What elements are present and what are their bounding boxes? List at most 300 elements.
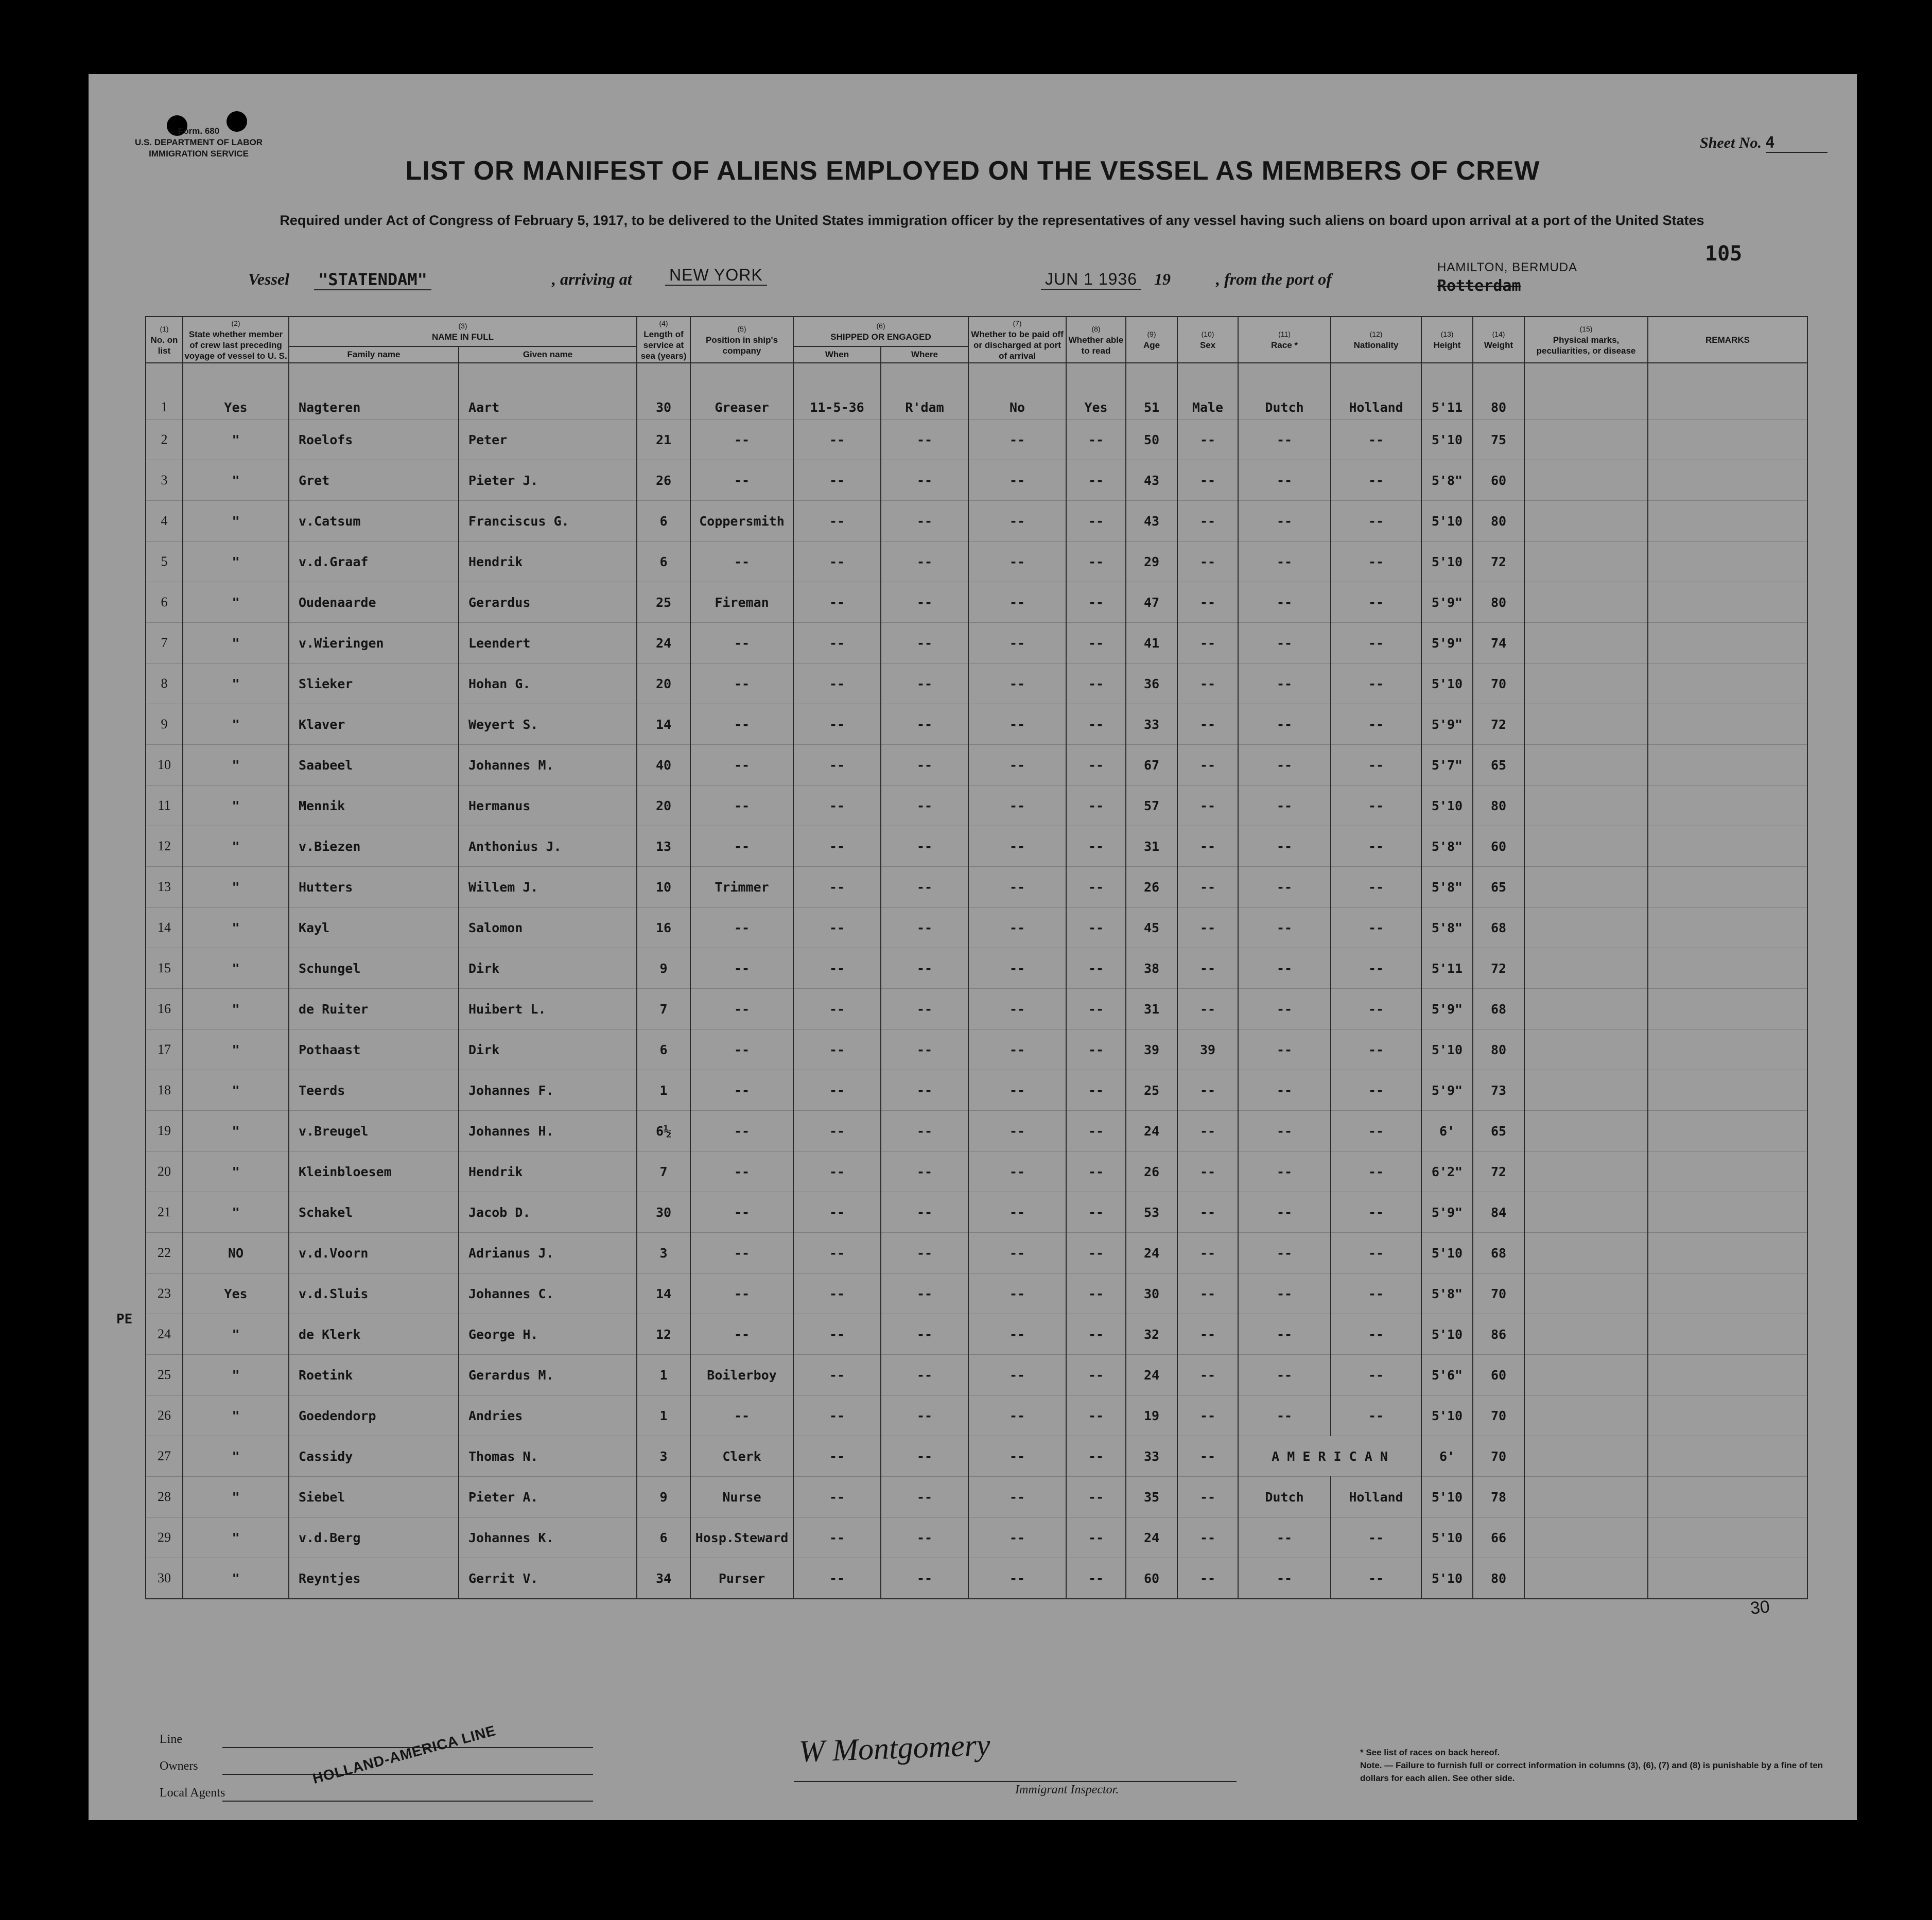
table-row bbox=[146, 1436, 1807, 1477]
cell-weight: 80 bbox=[1473, 786, 1524, 826]
col-family-header: Family name bbox=[289, 346, 459, 363]
cell-service: 7 bbox=[637, 989, 690, 1029]
cell-given: Hohan G. bbox=[459, 664, 637, 704]
cell-weight: 80 bbox=[1473, 1558, 1524, 1599]
cell-when: -- bbox=[793, 1151, 881, 1192]
cell-given: Hermanus bbox=[459, 786, 637, 826]
cell-given: Franciscus G. bbox=[459, 501, 637, 542]
cell-age: 32 bbox=[1126, 1314, 1177, 1355]
cell-position: Greaser bbox=[690, 363, 793, 420]
cell-weight: 68 bbox=[1473, 907, 1524, 948]
cell-sex: -- bbox=[1177, 542, 1238, 582]
cell-no: 6 bbox=[146, 582, 183, 623]
cell-position: -- bbox=[690, 1314, 793, 1355]
cell-crew: " bbox=[183, 826, 289, 867]
cell-given: Jacob D. bbox=[459, 1192, 637, 1233]
cell-nationality: -- bbox=[1331, 786, 1421, 826]
cell-sex: -- bbox=[1177, 704, 1238, 745]
cell-crew: " bbox=[183, 907, 289, 948]
cell-given: Andries bbox=[459, 1395, 637, 1436]
cell-given: George H. bbox=[459, 1314, 637, 1355]
table-row bbox=[146, 1233, 1807, 1273]
cell-where: -- bbox=[881, 1355, 968, 1395]
cell-age: 57 bbox=[1126, 786, 1177, 826]
cell-crew: " bbox=[183, 582, 289, 623]
cell-where: -- bbox=[881, 826, 968, 867]
col-given-header: Given name bbox=[459, 346, 637, 363]
cell-crew: " bbox=[183, 420, 289, 460]
cell-marks bbox=[1524, 1517, 1648, 1558]
margin-note: PE bbox=[116, 1312, 133, 1327]
cell-where: -- bbox=[881, 948, 968, 989]
cell-where: -- bbox=[881, 542, 968, 582]
cell-race: A M E R I C A N bbox=[1238, 1436, 1421, 1477]
cell-height: 5'10 bbox=[1421, 786, 1473, 826]
cell-position: -- bbox=[690, 1233, 793, 1273]
col-service-header: (4) Length of service at sea (years) bbox=[637, 317, 690, 363]
cell-race: -- bbox=[1238, 420, 1331, 460]
cell-when: -- bbox=[793, 1395, 881, 1436]
cell-read: -- bbox=[1066, 1314, 1126, 1355]
cell-sex: -- bbox=[1177, 1314, 1238, 1355]
cell-crew: " bbox=[183, 1395, 289, 1436]
cell-crew: " bbox=[183, 1192, 289, 1233]
cell-where: -- bbox=[881, 907, 968, 948]
cell-where: -- bbox=[881, 501, 968, 542]
cell-remarks bbox=[1648, 1192, 1807, 1233]
cell-position: Trimmer bbox=[690, 867, 793, 907]
cell-service: 9 bbox=[637, 948, 690, 989]
table-row bbox=[146, 745, 1807, 786]
arriving-port: NEW YORK bbox=[665, 266, 767, 286]
cell-age: 43 bbox=[1126, 501, 1177, 542]
cell-height: 6' bbox=[1421, 1436, 1473, 1477]
cell-weight: 80 bbox=[1473, 1029, 1524, 1070]
cell-position: -- bbox=[690, 664, 793, 704]
cell-weight: 86 bbox=[1473, 1314, 1524, 1355]
cell-when: -- bbox=[793, 704, 881, 745]
crew-rows bbox=[146, 363, 1807, 1599]
cell-no: 16 bbox=[146, 989, 183, 1029]
sheet-number bbox=[1700, 134, 1827, 153]
cell-marks bbox=[1524, 623, 1648, 664]
cell-when: -- bbox=[793, 1517, 881, 1558]
cell-service: 9 bbox=[637, 1477, 690, 1517]
cell-family: v.Catsum bbox=[289, 501, 459, 542]
cell-given: Weyert S. bbox=[459, 704, 637, 745]
cell-where: -- bbox=[881, 420, 968, 460]
cell-race: -- bbox=[1238, 704, 1331, 745]
cell-position: -- bbox=[690, 1192, 793, 1233]
col-name-header: (3) NAME IN FULL bbox=[289, 317, 637, 346]
cell-no: 29 bbox=[146, 1517, 183, 1558]
cell-height: 5'6" bbox=[1421, 1355, 1473, 1395]
cell-weight: 60 bbox=[1473, 826, 1524, 867]
cell-age: 24 bbox=[1126, 1355, 1177, 1395]
cell-race: -- bbox=[1238, 542, 1331, 582]
cell-remarks bbox=[1648, 1273, 1807, 1314]
cell-when: -- bbox=[793, 786, 881, 826]
cell-service: 6 bbox=[637, 1029, 690, 1070]
cell-nationality: Holland bbox=[1331, 1477, 1421, 1517]
cell-age: 51 bbox=[1126, 363, 1177, 420]
cell-sex: -- bbox=[1177, 582, 1238, 623]
cell-marks bbox=[1524, 989, 1648, 1029]
cell-crew: " bbox=[183, 1111, 289, 1151]
cell-where: -- bbox=[881, 1273, 968, 1314]
cell-remarks bbox=[1648, 664, 1807, 704]
cell-position: Hosp.Steward bbox=[690, 1517, 793, 1558]
cell-family: Slieker bbox=[289, 664, 459, 704]
cell-no: 19 bbox=[146, 1111, 183, 1151]
cell-paid: -- bbox=[968, 1477, 1066, 1517]
col-sex-header: (10) Sex bbox=[1177, 317, 1238, 363]
cell-age: 24 bbox=[1126, 1233, 1177, 1273]
cell-given: Johannes M. bbox=[459, 745, 637, 786]
cell-no: 21 bbox=[146, 1192, 183, 1233]
cell-when: -- bbox=[793, 867, 881, 907]
cell-sex: -- bbox=[1177, 623, 1238, 664]
cell-read: -- bbox=[1066, 1192, 1126, 1233]
col-no-header: (1) No. on list bbox=[146, 317, 183, 363]
cell-read: -- bbox=[1066, 1029, 1126, 1070]
cell-marks bbox=[1524, 826, 1648, 867]
cell-height: 6'2" bbox=[1421, 1151, 1473, 1192]
cell-where: -- bbox=[881, 1070, 968, 1111]
cell-height: 6' bbox=[1421, 1111, 1473, 1151]
col-where-header: Where bbox=[881, 346, 968, 363]
cell-service: 6½ bbox=[637, 1111, 690, 1151]
cell-weight: 72 bbox=[1473, 1151, 1524, 1192]
vessel-label: Vessel bbox=[248, 270, 289, 288]
cell-nationality: -- bbox=[1331, 1273, 1421, 1314]
cell-marks bbox=[1524, 1558, 1648, 1599]
cell-service: 16 bbox=[637, 907, 690, 948]
cell-sex: -- bbox=[1177, 1151, 1238, 1192]
cell-race: -- bbox=[1238, 1355, 1331, 1395]
cell-where: -- bbox=[881, 989, 968, 1029]
cell-sex: -- bbox=[1177, 907, 1238, 948]
cell-marks bbox=[1524, 1151, 1648, 1192]
table-row bbox=[146, 1355, 1807, 1395]
cell-height: 5'11 bbox=[1421, 363, 1473, 420]
cell-weight: 70 bbox=[1473, 1273, 1524, 1314]
cell-remarks bbox=[1648, 907, 1807, 948]
cell-given: Johannes C. bbox=[459, 1273, 637, 1314]
cell-race: -- bbox=[1238, 1314, 1331, 1355]
cell-no: 20 bbox=[146, 1151, 183, 1192]
cell-marks bbox=[1524, 1477, 1648, 1517]
cell-when: -- bbox=[793, 664, 881, 704]
cell-service: 6 bbox=[637, 501, 690, 542]
cell-nationality: -- bbox=[1331, 1314, 1421, 1355]
cell-family: Kleinbloesem bbox=[289, 1151, 459, 1192]
cell-no: 15 bbox=[146, 948, 183, 989]
cell-given: Huibert L. bbox=[459, 989, 637, 1029]
cell-position: -- bbox=[690, 1029, 793, 1070]
cell-race: -- bbox=[1238, 1111, 1331, 1151]
cell-marks bbox=[1524, 1436, 1648, 1477]
cell-paid: -- bbox=[968, 745, 1066, 786]
cell-weight: 78 bbox=[1473, 1477, 1524, 1517]
cell-no: 17 bbox=[146, 1029, 183, 1070]
table-row bbox=[146, 786, 1807, 826]
cell-when: -- bbox=[793, 745, 881, 786]
cell-no: 23 bbox=[146, 1273, 183, 1314]
cell-no: 8 bbox=[146, 664, 183, 704]
cell-marks bbox=[1524, 501, 1648, 542]
cell-when: -- bbox=[793, 1273, 881, 1314]
cell-when: -- bbox=[793, 460, 881, 501]
cell-family: Roetink bbox=[289, 1355, 459, 1395]
cell-sex: -- bbox=[1177, 1273, 1238, 1314]
cell-position: -- bbox=[690, 826, 793, 867]
cell-given: Gerrit V. bbox=[459, 1558, 637, 1599]
cell-sex: 39 bbox=[1177, 1029, 1238, 1070]
cell-where: -- bbox=[881, 664, 968, 704]
cell-where: -- bbox=[881, 623, 968, 664]
cell-nationality: -- bbox=[1331, 989, 1421, 1029]
cell-crew: NO bbox=[183, 1233, 289, 1273]
cell-marks bbox=[1524, 1233, 1648, 1273]
cell-crew: " bbox=[183, 1477, 289, 1517]
cell-position: -- bbox=[690, 1395, 793, 1436]
cell-height: 5'9" bbox=[1421, 704, 1473, 745]
cell-when: -- bbox=[793, 1070, 881, 1111]
cell-race: -- bbox=[1238, 460, 1331, 501]
cell-family: v.Breugel bbox=[289, 1111, 459, 1151]
cell-remarks bbox=[1648, 786, 1807, 826]
cell-weight: 60 bbox=[1473, 460, 1524, 501]
table-row bbox=[146, 1477, 1807, 1517]
cell-remarks bbox=[1648, 867, 1807, 907]
cell-race: -- bbox=[1238, 948, 1331, 989]
cell-family: Teerds bbox=[289, 1070, 459, 1111]
cell-age: 24 bbox=[1126, 1111, 1177, 1151]
cell-read: -- bbox=[1066, 1273, 1126, 1314]
cell-race: -- bbox=[1238, 582, 1331, 623]
cell-crew: " bbox=[183, 501, 289, 542]
cell-read: -- bbox=[1066, 907, 1126, 948]
cell-where: -- bbox=[881, 745, 968, 786]
page-title: LIST OR MANIFEST OF ALIENS EMPLOYED ON THE VESSEL AS MEMBERS OF CREW bbox=[405, 156, 1540, 186]
cell-race: -- bbox=[1238, 826, 1331, 867]
table-row bbox=[146, 1192, 1807, 1233]
cell-marks bbox=[1524, 867, 1648, 907]
cell-marks bbox=[1524, 786, 1648, 826]
cell-age: 50 bbox=[1126, 420, 1177, 460]
cell-marks bbox=[1524, 1192, 1648, 1233]
cell-age: 60 bbox=[1126, 1558, 1177, 1599]
footer-notes bbox=[1360, 1746, 1839, 1785]
cell-nationality: -- bbox=[1331, 1395, 1421, 1436]
owners-field bbox=[222, 1774, 593, 1775]
cell-weight: 70 bbox=[1473, 1395, 1524, 1436]
cell-nationality: -- bbox=[1331, 867, 1421, 907]
cell-remarks bbox=[1648, 1436, 1807, 1477]
cell-weight: 75 bbox=[1473, 420, 1524, 460]
table-row bbox=[146, 1151, 1807, 1192]
cell-crew: " bbox=[183, 1436, 289, 1477]
col-marks-header: (15) Physical marks, peculiarities, or disease bbox=[1524, 317, 1648, 363]
cell-age: 33 bbox=[1126, 1436, 1177, 1477]
cell-when: -- bbox=[793, 542, 881, 582]
table-row bbox=[146, 1517, 1807, 1558]
cell-when: -- bbox=[793, 989, 881, 1029]
col-paid-header: (7) Whether to be paid off or discharged at port of arrival bbox=[968, 317, 1066, 363]
col-when-header: When bbox=[793, 346, 881, 363]
cell-paid: -- bbox=[968, 623, 1066, 664]
cell-sex: -- bbox=[1177, 664, 1238, 704]
cell-position: -- bbox=[690, 1151, 793, 1192]
col-nationality-header: (12) Nationality bbox=[1331, 317, 1421, 363]
cell-read: -- bbox=[1066, 1517, 1126, 1558]
cell-sex: -- bbox=[1177, 1111, 1238, 1151]
cell-remarks bbox=[1648, 363, 1807, 420]
cell-service: 13 bbox=[637, 826, 690, 867]
cell-nationality: -- bbox=[1331, 1233, 1421, 1273]
col-remarks-header: REMARKS bbox=[1648, 317, 1807, 363]
inspector-label: Immigrant Inspector. bbox=[1015, 1783, 1119, 1796]
cell-marks bbox=[1524, 664, 1648, 704]
cell-family: de Klerk bbox=[289, 1314, 459, 1355]
cell-service: 10 bbox=[637, 867, 690, 907]
cell-height: 5'8" bbox=[1421, 826, 1473, 867]
cell-no: 2 bbox=[146, 420, 183, 460]
cell-read: -- bbox=[1066, 1558, 1126, 1599]
cell-sex: Male bbox=[1177, 363, 1238, 420]
cell-sex: -- bbox=[1177, 786, 1238, 826]
cell-read: -- bbox=[1066, 460, 1126, 501]
cell-weight: 80 bbox=[1473, 501, 1524, 542]
cell-position: Boilerboy bbox=[690, 1355, 793, 1395]
col-crew-header: (2) State whether member of crew last preceding voyage of vessel to U. S. bbox=[183, 317, 289, 363]
cell-paid: -- bbox=[968, 582, 1066, 623]
cell-service: 21 bbox=[637, 420, 690, 460]
cell-family: Kayl bbox=[289, 907, 459, 948]
cell-weight: 65 bbox=[1473, 745, 1524, 786]
cell-remarks bbox=[1648, 582, 1807, 623]
cell-no: 7 bbox=[146, 623, 183, 664]
cell-paid: -- bbox=[968, 1558, 1066, 1599]
table-row bbox=[146, 542, 1807, 582]
cell-crew: " bbox=[183, 664, 289, 704]
cell-age: 53 bbox=[1126, 1192, 1177, 1233]
cell-remarks bbox=[1648, 745, 1807, 786]
cell-race: -- bbox=[1238, 786, 1331, 826]
cell-position: Purser bbox=[690, 1558, 793, 1599]
cell-read: -- bbox=[1066, 1151, 1126, 1192]
cell-nationality: -- bbox=[1331, 420, 1421, 460]
cell-height: 5'8" bbox=[1421, 867, 1473, 907]
cell-remarks bbox=[1648, 1070, 1807, 1111]
cell-remarks bbox=[1648, 948, 1807, 989]
cell-remarks bbox=[1648, 1477, 1807, 1517]
cell-race: -- bbox=[1238, 1233, 1331, 1273]
cell-height: 5'11 bbox=[1421, 948, 1473, 989]
cell-service: 3 bbox=[637, 1436, 690, 1477]
cell-no: 30 bbox=[146, 1558, 183, 1599]
cell-no: 4 bbox=[146, 501, 183, 542]
cell-height: 5'9" bbox=[1421, 989, 1473, 1029]
line-label: Line bbox=[160, 1733, 182, 1746]
cell-where: -- bbox=[881, 460, 968, 501]
cell-remarks bbox=[1648, 1395, 1807, 1436]
from-port: HAMILTON, BERMUDA bbox=[1437, 260, 1578, 274]
cell-when: -- bbox=[793, 1029, 881, 1070]
cell-read: Yes bbox=[1066, 363, 1126, 420]
cell-where: -- bbox=[881, 1029, 968, 1070]
cell-nationality: -- bbox=[1331, 1192, 1421, 1233]
cell-given: Johannes H. bbox=[459, 1111, 637, 1151]
cell-nationality: -- bbox=[1331, 907, 1421, 948]
cell-read: -- bbox=[1066, 420, 1126, 460]
cell-family: v.d.Voorn bbox=[289, 1233, 459, 1273]
cell-height: 5'7" bbox=[1421, 745, 1473, 786]
cell-weight: 66 bbox=[1473, 1517, 1524, 1558]
cell-weight: 60 bbox=[1473, 1355, 1524, 1395]
cell-crew: " bbox=[183, 745, 289, 786]
table-row bbox=[146, 907, 1807, 948]
cell-family: Reyntjes bbox=[289, 1558, 459, 1599]
cell-height: 5'10 bbox=[1421, 1233, 1473, 1273]
cell-remarks bbox=[1648, 623, 1807, 664]
cell-service: 34 bbox=[637, 1558, 690, 1599]
cell-age: 45 bbox=[1126, 907, 1177, 948]
cell-given: Peter bbox=[459, 420, 637, 460]
cell-age: 39 bbox=[1126, 1029, 1177, 1070]
manifest-sheet bbox=[89, 74, 1857, 1820]
cell-service: 7 bbox=[637, 1151, 690, 1192]
cell-service: 30 bbox=[637, 363, 690, 420]
cell-position: Coppersmith bbox=[690, 501, 793, 542]
cell-weight: 72 bbox=[1473, 948, 1524, 989]
cell-crew: " bbox=[183, 867, 289, 907]
cell-position: -- bbox=[690, 1273, 793, 1314]
cell-service: 30 bbox=[637, 1192, 690, 1233]
cell-no: 1 bbox=[146, 363, 183, 420]
cell-nationality: -- bbox=[1331, 664, 1421, 704]
cell-no: 12 bbox=[146, 826, 183, 867]
cell-family: Goedendorp bbox=[289, 1395, 459, 1436]
cell-height: 5'10 bbox=[1421, 1477, 1473, 1517]
cell-marks bbox=[1524, 704, 1648, 745]
cell-service: 14 bbox=[637, 1273, 690, 1314]
cell-service: 3 bbox=[637, 1233, 690, 1273]
cell-read: -- bbox=[1066, 623, 1126, 664]
cell-when: 11-5-36 bbox=[793, 363, 881, 420]
table-row bbox=[146, 623, 1807, 664]
cell-given: Dirk bbox=[459, 948, 637, 989]
cell-age: 24 bbox=[1126, 1517, 1177, 1558]
cell-read: -- bbox=[1066, 948, 1126, 989]
cell-service: 1 bbox=[637, 1070, 690, 1111]
cell-marks bbox=[1524, 1314, 1648, 1355]
cell-marks bbox=[1524, 948, 1648, 989]
table-row bbox=[146, 989, 1807, 1029]
col-height-header: (13) Height bbox=[1421, 317, 1473, 363]
cell-crew: " bbox=[183, 1314, 289, 1355]
cell-nationality: -- bbox=[1331, 704, 1421, 745]
cell-read: -- bbox=[1066, 826, 1126, 867]
cell-paid: -- bbox=[968, 1029, 1066, 1070]
table-row bbox=[146, 420, 1807, 460]
year-suffix: 19 bbox=[1154, 270, 1171, 288]
cell-marks bbox=[1524, 420, 1648, 460]
department-name: U.S. DEPARTMENT OF LABOR bbox=[135, 137, 263, 147]
cell-where: -- bbox=[881, 1395, 968, 1436]
cell-marks bbox=[1524, 1029, 1648, 1070]
